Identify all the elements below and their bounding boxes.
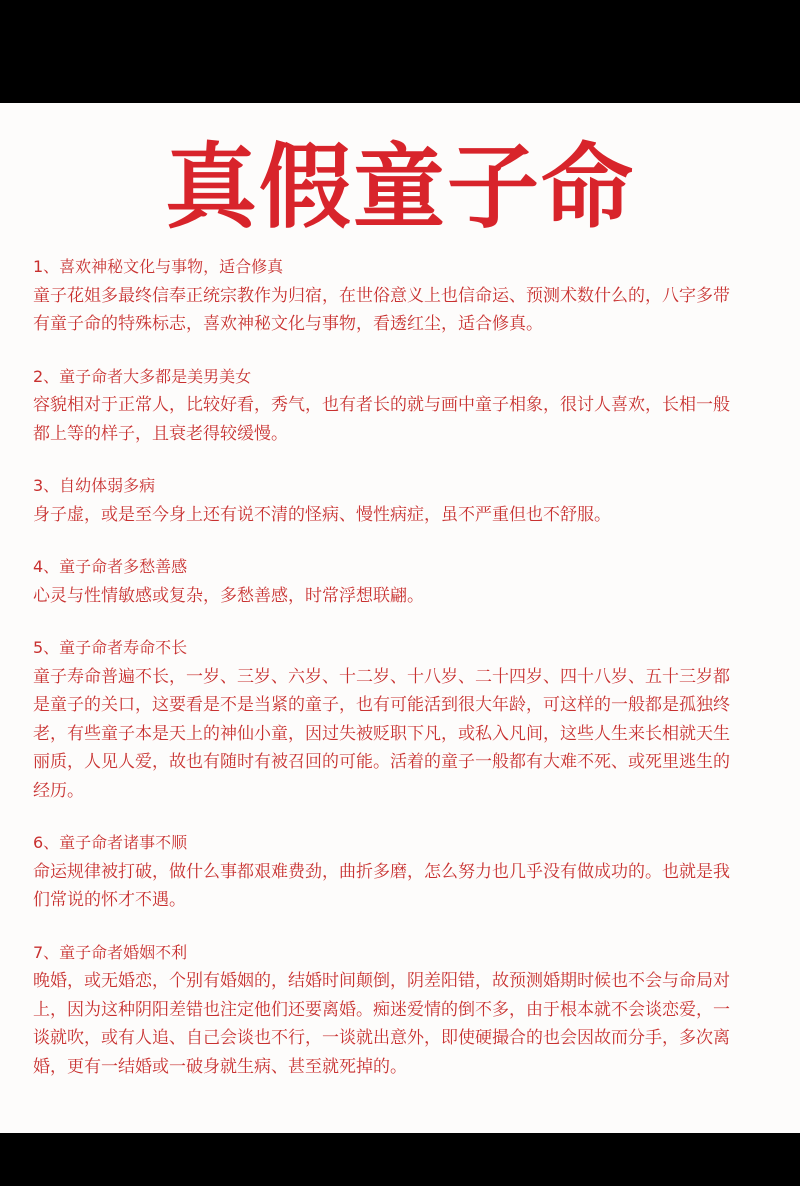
section-5	[33, 634, 773, 805]
section-heading: 3、自幼体弱多病	[33, 476, 156, 495]
section-body: 容貌相对于正常人，比较好看，秀气，也有者长的就与画中童子相象，很讨人喜欢，长相一般 都上等的样子，且衰老得较缓慢。	[33, 395, 730, 444]
top-black-bar	[0, 0, 800, 103]
section-2	[33, 363, 773, 449]
section-3	[33, 472, 773, 529]
article-page	[0, 103, 800, 1133]
section-body: 身子虚，或是至今身上还有说不清的怪病、慢性病症，虽不严重但也不舒服。	[33, 504, 611, 525]
section-heading: 2、童子命者大多都是美男美女	[33, 366, 252, 386]
section-body: 晚婚，或无婚恋，个别有婚姻的，结婚时间颠倒，阴差阳错，故预测婚期时候也不会与命局对 上，因为这种阴阳差错也注定他们还要离婚。痴迷爱情的倒不多，由于根本就不会谈恋爱，一 谈就吹，或有人追、自己会谈也不行，一谈就出意外，即使硬撮合的也会因故而分手，多次离 婚，更有一结婚或一破身就生病、甚至就死掉的。	[33, 971, 730, 1077]
section-body: 命运规律被打破，做什么事都艰难费劲，曲折多磨，怎么努力也几乎没有做成功的。也就是我 们常说的怀才不遇。	[33, 861, 730, 910]
section-body: 童子寿命普遍不长，一岁、三岁、六岁、十二岁、十八岁、二十四岁、四十八岁、五十三岁都 是童子的关口，这要看是不是当紧的童子，也有可能活到很大年龄，可这样的一般都是孤独终 老，有些童子本是天上的神仙小童，因过失被贬职下凡，或私入凡间，这些人生来长相就天生 丽质，人见人爱，故也有随时有被召回的可能。活着的童子一般都有大难不死、或死里逃生的 经历。	[33, 666, 730, 801]
section-7	[33, 939, 773, 1082]
section-4	[33, 553, 773, 610]
section-heading: 6、童子命者诸事不顺	[33, 833, 188, 852]
section-body: 童子花姐多最终信奉正统宗教作为归宿，在世俗意义上也信命运、预测术数什么的，八字多带 有童子命的特殊标志，喜欢神秘文化与事物，看透红尘，适合修真。	[33, 285, 730, 334]
section-heading: 7、童子命者婚姻不利	[33, 942, 188, 962]
bottom-black-bar	[0, 1133, 800, 1186]
section-1	[33, 253, 773, 339]
section-heading: 1、喜欢神秘文化与事物，适合修真	[33, 257, 284, 276]
section-heading: 5、童子命者寿命不长	[33, 638, 188, 657]
page-title: 真假童子命	[164, 134, 635, 241]
section-heading: 4、童子命者多愁善感	[33, 557, 188, 576]
section-6	[33, 829, 773, 915]
section-body: 心灵与性情敏感或复杂，多愁善感，时常浮想联翩。	[33, 585, 424, 606]
article-sections	[33, 253, 773, 1081]
